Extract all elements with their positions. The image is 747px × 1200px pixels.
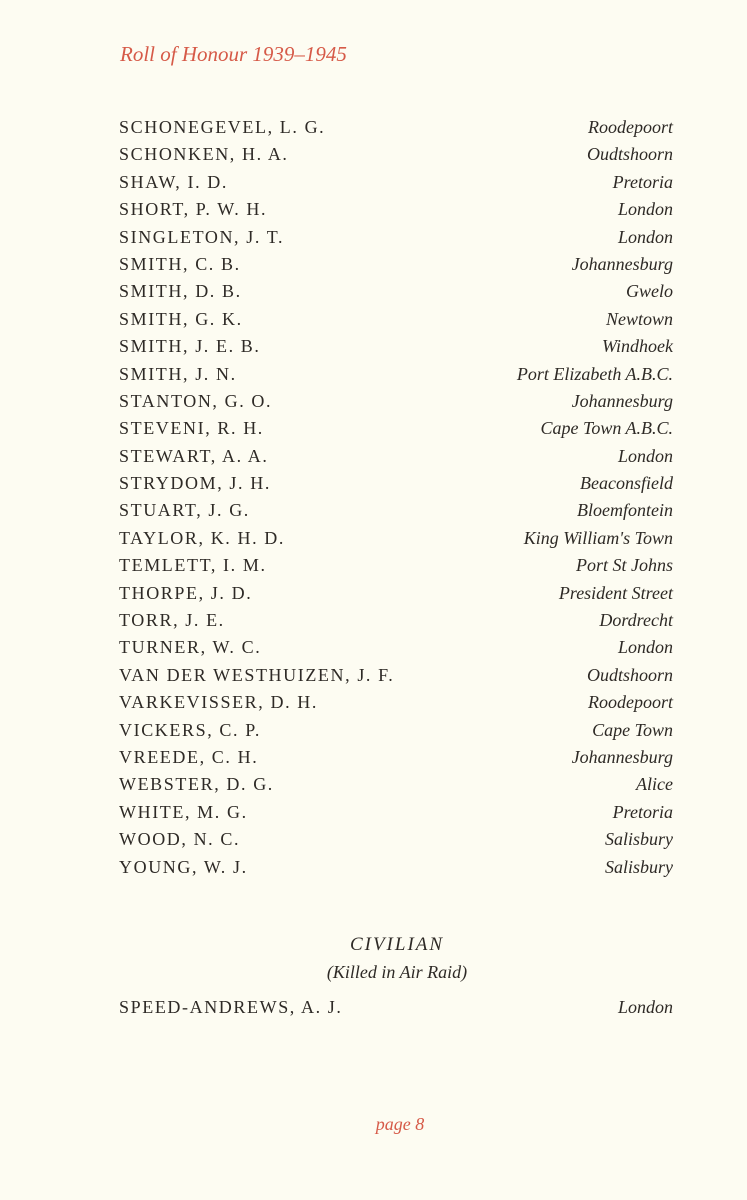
- entry-place: Oudtshoorn: [586, 144, 673, 165]
- entry-place: Newtown: [605, 308, 673, 329]
- entry-place: Dordrecht: [599, 610, 673, 631]
- entry-place: Port St Johns: [576, 555, 673, 576]
- entry-name: SPEED-ANDREWS, A. J.: [119, 997, 343, 1017]
- entry-place: London: [617, 226, 673, 247]
- list-item: [119, 607, 673, 634]
- entry-name: SHAW, I. D.: [119, 171, 228, 192]
- entry-name: VREEDE, C. H.: [119, 746, 259, 767]
- entry-name: SMITH, J. E. B.: [119, 336, 261, 357]
- entry-name: SMITH, C. B.: [119, 253, 241, 274]
- entry-name: SMITH, J. N.: [119, 363, 237, 384]
- entry-place: London: [617, 199, 673, 220]
- list-item: [119, 114, 673, 141]
- entry-place: London: [617, 637, 673, 658]
- list-item: [119, 799, 673, 826]
- list-item: [119, 634, 673, 661]
- entry-name: WHITE, M. G.: [119, 801, 248, 822]
- entry-name: VAN DER WESTHUIZEN, J. F.: [119, 664, 395, 685]
- list-item: [119, 717, 673, 744]
- page-number: page 8: [375, 1114, 425, 1134]
- entry-place: London: [617, 445, 673, 466]
- civilian-entry: [119, 994, 673, 1021]
- entry-place: Bloemfontein: [577, 500, 673, 521]
- entry-name: TAYLOR, K. H. D.: [119, 527, 285, 548]
- entry-name: VICKERS, C. P.: [119, 719, 261, 740]
- list-item: [119, 744, 673, 771]
- entry-name: VARKEVISSER, D. H.: [119, 692, 318, 713]
- entry-place: Johannesburg: [571, 390, 673, 411]
- entry-place: Gwelo: [626, 281, 673, 302]
- entry-place: Roodepoort: [588, 117, 673, 137]
- entry-place: Pretoria: [612, 171, 673, 192]
- entry-name: SINGLETON, J. T.: [119, 226, 285, 247]
- entry-name: STANTON, G. O.: [119, 390, 273, 411]
- entry-place: Johannesburg: [571, 746, 673, 767]
- list-item: [119, 306, 673, 333]
- entry-place: Beaconsfield: [580, 473, 673, 494]
- entry-place: Johannesburg: [571, 253, 673, 274]
- entry-name: STUART, J. G.: [119, 500, 250, 521]
- list-item: [119, 169, 673, 196]
- entry-place: Oudtshoorn: [586, 664, 673, 685]
- entry-name: SHORT, P. W. H.: [119, 199, 268, 220]
- page-title: Roll of Honour 1939–1945: [120, 42, 347, 66]
- list-item: [119, 141, 673, 168]
- list-item: [119, 333, 673, 360]
- entry-place: Salisbury: [604, 829, 673, 850]
- list-item: [119, 443, 673, 470]
- civilian-heading: CIVILIAN: [349, 934, 445, 955]
- list-item: [119, 415, 673, 442]
- entry-place: Alice: [636, 774, 673, 795]
- list-item: [119, 388, 673, 415]
- list-item: [119, 196, 673, 223]
- entry-name: TURNER, W. C.: [119, 637, 262, 658]
- list-item: [119, 497, 673, 524]
- entry-place: King William's Town: [523, 527, 673, 548]
- list-item: [119, 361, 673, 388]
- entry-name: TEMLETT, I. M.: [119, 555, 267, 576]
- entry-place: Windhoek: [602, 336, 673, 357]
- entry-name: STEWART, A. A.: [119, 445, 269, 466]
- entry-name: TORR, J. E.: [119, 610, 225, 631]
- list-item: [119, 580, 673, 607]
- entry-place: Salisbury: [604, 856, 673, 877]
- list-item: [119, 552, 673, 579]
- entry-place: Port Elizabeth A.B.C.: [516, 363, 673, 384]
- entry-place: Cape Town: [592, 719, 673, 740]
- entry-name: SMITH, D. B.: [119, 281, 242, 302]
- entry-place: Cape Town A.B.C.: [540, 418, 673, 439]
- entry-place: London: [617, 997, 673, 1017]
- list-item: [119, 854, 673, 881]
- list-item: [119, 826, 673, 853]
- entry-name: SCHONEGEVEL, L. G.: [119, 117, 326, 137]
- entry-name: STEVENI, R. H.: [119, 418, 264, 439]
- civilian-subheading: (Killed in Air Raid): [326, 962, 468, 982]
- entry-place: Pretoria: [612, 801, 673, 822]
- list-item: [119, 251, 673, 278]
- list-item: [119, 771, 673, 798]
- list-item: [119, 470, 673, 497]
- roll-list: [119, 114, 673, 881]
- entry-name: THORPE, J. D.: [119, 582, 253, 603]
- entry-name: STRYDOM, J. H.: [119, 473, 271, 494]
- entry-name: WOOD, N. C.: [119, 829, 241, 850]
- entry-name: YOUNG, W. J.: [119, 856, 248, 877]
- list-item: [119, 525, 673, 552]
- entry-name: WEBSTER, D. G.: [119, 774, 274, 795]
- entry-place: Roodepoort: [588, 692, 673, 713]
- list-item: [119, 662, 673, 689]
- list-item: [119, 689, 673, 716]
- list-item: [119, 224, 673, 251]
- entry-name: SCHONKEN, H. A.: [119, 144, 289, 165]
- entry-place: President Street: [558, 582, 673, 603]
- entry-name: SMITH, G. K.: [119, 308, 243, 329]
- list-item: [119, 278, 673, 305]
